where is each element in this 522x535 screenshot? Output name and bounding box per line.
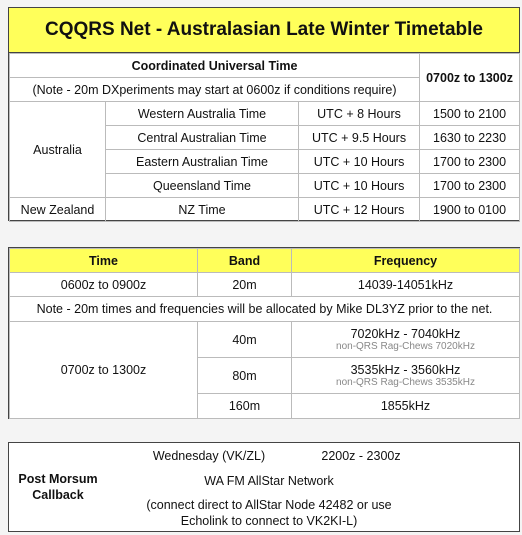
zone-name: Queensland Time (106, 174, 299, 198)
freq-80m-note: non-QRS Rag-Chews 3535kHz (336, 377, 475, 388)
bands-table (9, 248, 520, 419)
callback-label-line1: Post Morsum (18, 472, 98, 486)
zone-local: 1900 to 0100 (420, 198, 520, 222)
timetable-panel (8, 7, 520, 221)
utc-header: Coordinated Universal Time (10, 54, 420, 78)
zone-name: Western Australia Time (106, 102, 299, 126)
band-40m: 40m (198, 322, 292, 358)
zone-offset: UTC + 10 Hours (299, 174, 420, 198)
header-time: Time (10, 249, 198, 273)
header-frequency: Frequency (292, 249, 520, 273)
freq-40m-cell (292, 322, 520, 358)
dx-note: (Note - 20m DXperiments may start at 0600z if conditions require) (10, 78, 420, 102)
callback-time: 2200z - 2300z (321, 449, 401, 463)
zone-offset: UTC + 8 Hours (299, 102, 420, 126)
callback-network: WA FM AllStar Network (204, 474, 334, 488)
zone-local: 1700 to 2300 (420, 150, 520, 174)
zone-offset: UTC + 12 Hours (299, 198, 420, 222)
zone-offset: UTC + 10 Hours (299, 150, 420, 174)
timetable-title: CQQRS Net - Australasian Late Winter Timetable (9, 8, 519, 53)
region-australia: Australia (10, 102, 106, 198)
timezone-table (9, 53, 520, 222)
callback-connect-line1: (connect direct to AllStar Node 42482 or use (146, 498, 392, 512)
freq-160m: 1855kHz (292, 394, 520, 419)
region-new-zealand: New Zealand (10, 198, 106, 222)
freq-80m-cell (292, 358, 520, 394)
bands-panel (8, 247, 520, 419)
freq-80m: 3535kHz - 3560kHz (350, 363, 461, 377)
zone-offset: UTC + 9.5 Hours (299, 126, 420, 150)
utc-range: 0700z to 1300z (420, 54, 520, 102)
band-20m: 20m (198, 273, 292, 297)
callback-label-line2: Callback (32, 488, 84, 502)
band-160m: 160m (198, 394, 292, 419)
zone-name: NZ Time (106, 198, 299, 222)
header-band: Band (198, 249, 292, 273)
time-20m: 0600z to 0900z (10, 273, 198, 297)
zone-name: Central Australian Time (106, 126, 299, 150)
zone-local: 1630 to 2230 (420, 126, 520, 150)
callback-label (9, 471, 107, 503)
zone-local: 1700 to 2300 (420, 174, 520, 198)
callback-day: Wednesday (VK/ZL) (152, 449, 266, 463)
zone-name: Eastern Australian Time (106, 150, 299, 174)
callback-connect-line2: Echolink to connect to VK2KI-L) (180, 514, 358, 528)
allocation-note: Note - 20m times and frequencies will be allocated by Mike DL3YZ prior to the net. (10, 297, 520, 322)
freq-40m: 7020kHz - 7040kHz (350, 327, 461, 341)
freq-20m: 14039-14051kHz (292, 273, 520, 297)
freq-40m-note: non-QRS Rag-Chews 7020kHz (336, 341, 475, 352)
late-time: 0700z to 1300z (10, 322, 198, 419)
zone-local: 1500 to 2100 (420, 102, 520, 126)
band-80m: 80m (198, 358, 292, 394)
callback-panel (8, 442, 520, 532)
